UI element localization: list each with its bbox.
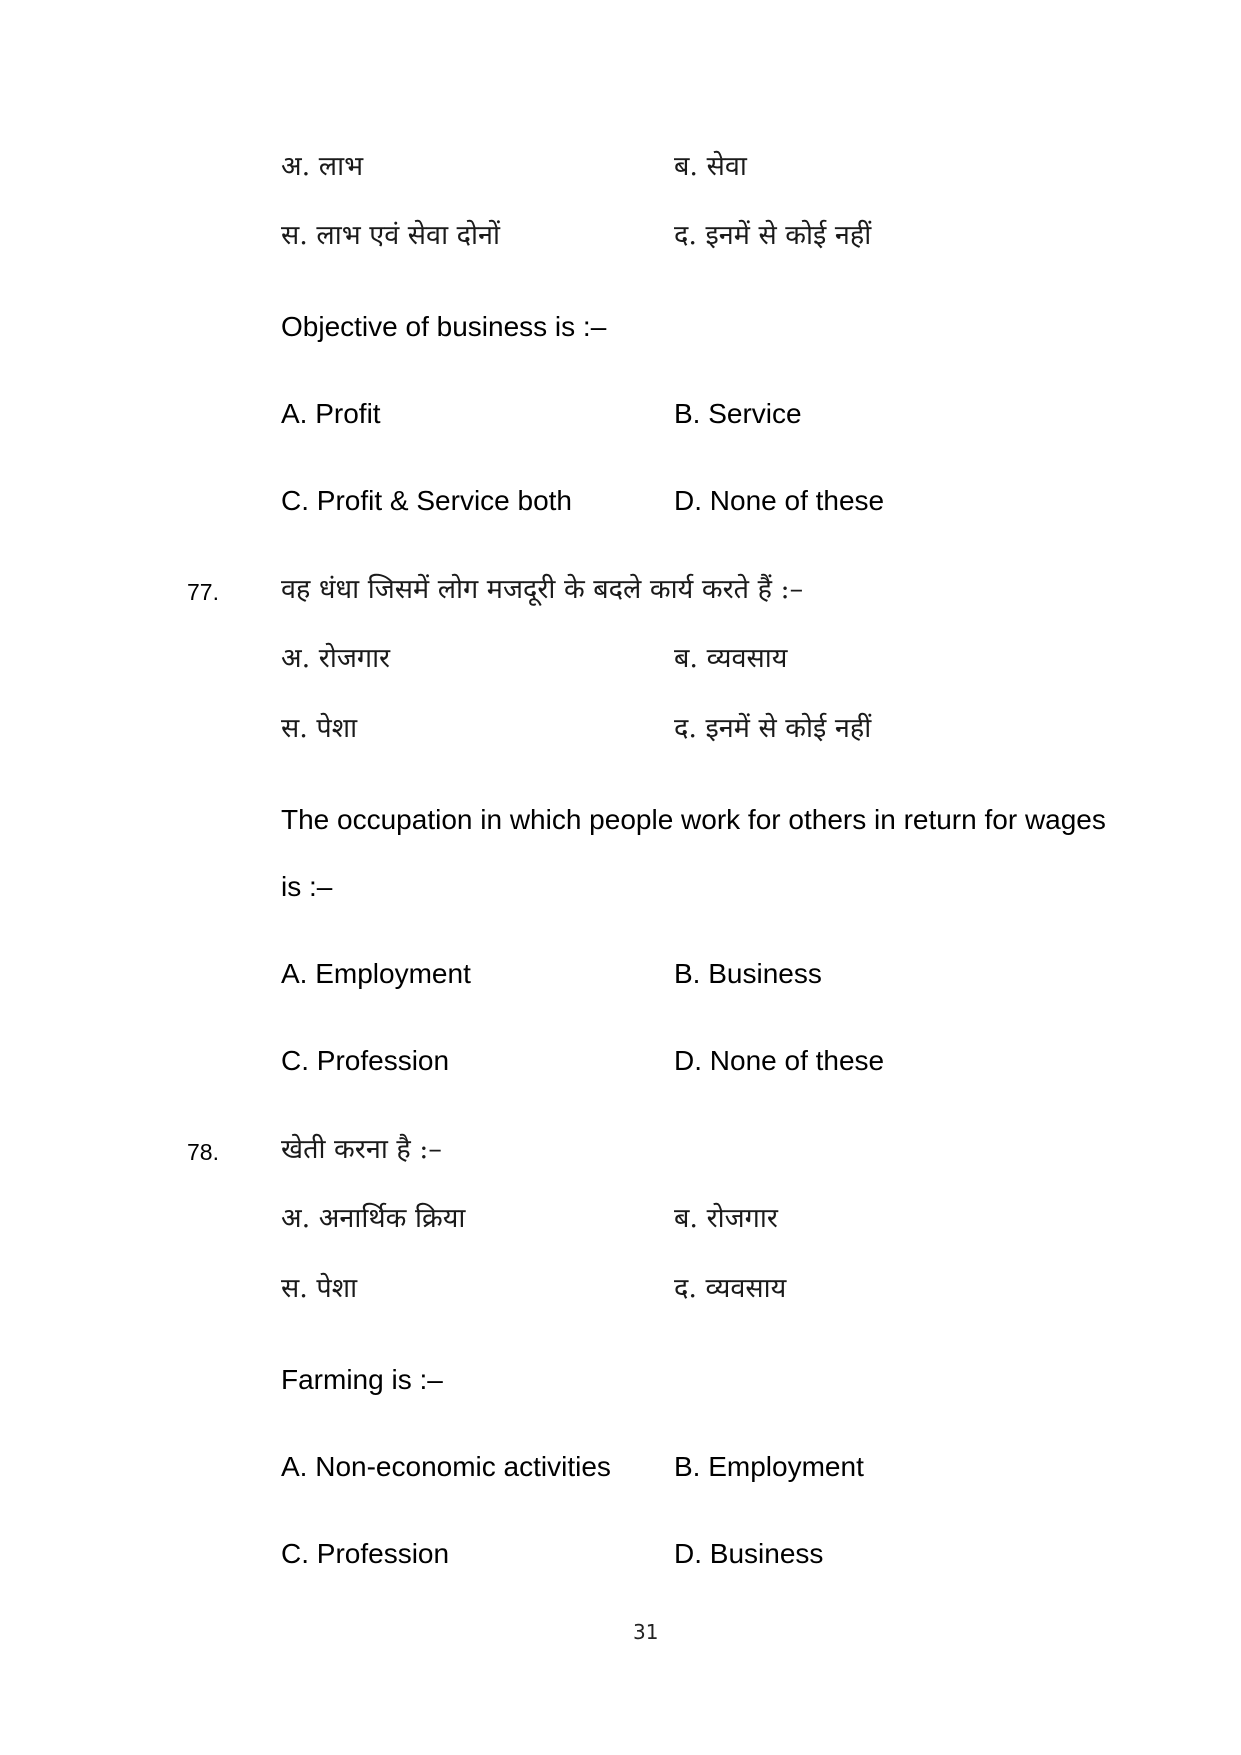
q76-hindi-option-c: स. लाभ एवं सेवा दोनों: [281, 220, 500, 251]
q76-hindi-option-b: ब. सेवा: [674, 151, 747, 182]
q78-english-option-b: B. Employment: [674, 1451, 864, 1482]
q77-hindi-option-a: अ. रोजगार: [281, 643, 391, 674]
q77-english-option-a: A. Employment: [281, 958, 471, 989]
q77-number: 77.: [187, 579, 219, 605]
q78-hindi-option-a: अ. अनार्थिक क्रिया: [281, 1203, 466, 1234]
q76-english-option-d: D. None of these: [674, 485, 885, 516]
q78-english-option-c: C. Profession: [281, 1538, 450, 1569]
q78-hindi-question: खेती करना है :–: [281, 1134, 442, 1165]
q78-hindi-option-d: द. व्यवसाय: [674, 1273, 787, 1304]
q78-hindi-option-b: ब. रोजगार: [674, 1203, 778, 1234]
q76-english-question: Objective of business is :–: [281, 311, 607, 342]
q77-hindi-question: वह धंधा जिसमें लोग मजदूरी के बदले कार्य करते हैं :–: [281, 574, 804, 605]
q78-english-option-a: A. Non-economic activities: [281, 1451, 611, 1482]
q77-english-option-d: D. None of these: [674, 1045, 885, 1076]
q78-english-question: Farming is :–: [281, 1364, 443, 1395]
q77-hindi-option-b: ब. व्यवसाय: [674, 643, 788, 674]
q78-hindi-option-c: स. पेशा: [281, 1273, 358, 1304]
q76-english-option-b: B. Service: [674, 398, 802, 429]
q76-english-option-c: C. Profit & Service both: [281, 485, 573, 516]
q76-english-option-a: A. Profit: [281, 398, 381, 429]
q77-english-option-c: C. Profession: [281, 1045, 450, 1076]
q77-english-question-line2: is :–: [281, 871, 333, 902]
q77-hindi-option-d: द. इनमें से कोई नहीं: [674, 713, 872, 744]
q77-english-option-b: B. Business: [674, 958, 822, 989]
q76-hindi-option-a: अ. लाभ: [281, 151, 364, 182]
page-number: 31: [633, 1620, 659, 1644]
q77-english-question-line1: The occupation in which people work for others in return for wages: [281, 804, 1106, 835]
q76-hindi-option-d: द. इनमें से कोई नहीं: [674, 220, 872, 251]
q78-number: 78.: [187, 1139, 219, 1165]
q77-hindi-option-c: स. पेशा: [281, 713, 358, 744]
q78-english-option-d: D. Business: [674, 1538, 824, 1569]
